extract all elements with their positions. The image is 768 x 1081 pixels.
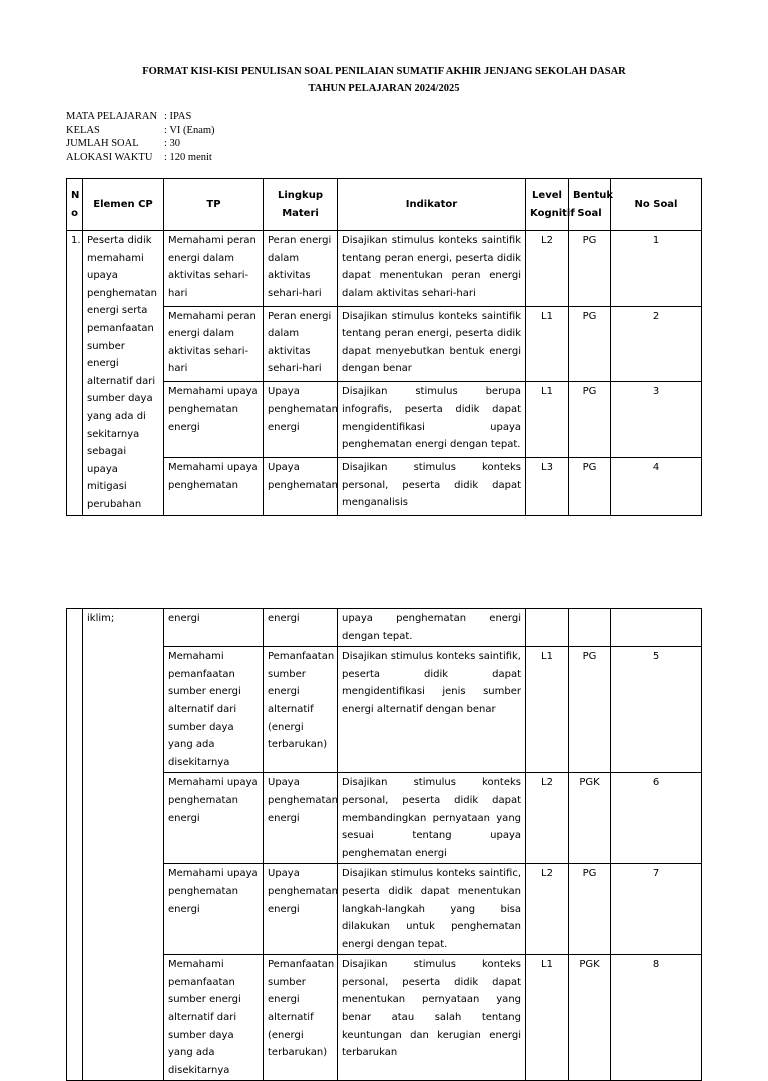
level-cell: L1 xyxy=(526,955,569,1081)
tp-cell: energi xyxy=(164,609,264,647)
elemen-cp-cell: Peserta didik memahami upaya penghematan energi serta pemanfaatan sumber energi alternatif dari sumber daya yang ada di sekitarnya sebagai upaya mitigasi perubahan xyxy=(83,231,164,516)
materi-cell: Upaya penghematan xyxy=(264,457,338,515)
bentuk-soal-cell: PG xyxy=(569,306,611,382)
header-lingkup-materi: Lingkup Materi xyxy=(264,179,338,231)
no-soal-cell: 8 xyxy=(611,955,702,1081)
indikator-cell: Disajikan stimulus konteks saintifik tentang peran energi, peserta didik dapat menyebutkan bentuk energi dengan benar xyxy=(338,306,526,382)
tp-cell: Memahami upaya penghematan energi xyxy=(164,864,264,955)
no-soal-cell: 3 xyxy=(611,382,702,458)
level-cell: L1 xyxy=(526,306,569,382)
header-no: N o xyxy=(67,179,83,231)
tp-cell: Memahami pemanfaatan sumber energi alternatif dari sumber daya yang ada disekitarnya xyxy=(164,647,264,773)
document-title: FORMAT KISI-KISI PENULISAN SOAL PENILAIAN SUMATIF AKHIR JENJANG SEKOLAH DASAR xyxy=(142,66,626,77)
meta-label: KELAS xyxy=(66,124,100,136)
indikator-cell: Disajikan stimulus konteks personal, peserta didik dapat menganalisis xyxy=(338,457,526,515)
meta-label: ALOKASI WAKTU xyxy=(66,151,153,163)
header-level-kognitif: Level Kognitif xyxy=(526,179,569,231)
bentuk-soal-cell: PG xyxy=(569,457,611,515)
row-number-empty xyxy=(67,609,83,1081)
meta-value: : 30 xyxy=(164,138,181,149)
tp-cell: Memahami upaya penghematan xyxy=(164,457,264,515)
bentuk-soal-cell: PG xyxy=(569,647,611,773)
meta-row-class xyxy=(66,124,215,138)
no-soal-cell: 4 xyxy=(611,457,702,515)
level-cell: L2 xyxy=(526,864,569,955)
bentuk-soal-cell: PG xyxy=(569,231,611,307)
school-year-title: TAHUN PELAJARAN 2024/2025 xyxy=(308,83,460,94)
blueprint-table-page1 xyxy=(66,178,702,516)
no-soal-cell: 1 xyxy=(611,231,702,307)
no-soal-cell: 7 xyxy=(611,864,702,955)
indikator-cell: upaya penghematan energi dengan tepat. xyxy=(338,609,526,647)
bentuk-soal-cell: PGK xyxy=(569,773,611,864)
meta-value: : 120 menit xyxy=(164,151,212,163)
header-no-soal: No Soal xyxy=(611,179,702,231)
header-tp: TP xyxy=(164,179,264,231)
materi-cell: Upaya penghematan energi xyxy=(264,864,338,955)
tp-cell: Memahami peran energi dalam aktivitas sehari-hari xyxy=(164,231,264,307)
indikator-cell: Disajikan stimulus konteks saintifik tentang peran energi, peserta didik dapat menentukan peran energi dalam aktivitas sehari-hari xyxy=(338,231,526,307)
level-cell: L1 xyxy=(526,382,569,458)
bentuk-soal-cell: PG xyxy=(569,864,611,955)
materi-cell: Pemanfaatan sumber energi alternatif (energi terbarukan) xyxy=(264,955,338,1081)
indikator-cell: Disajikan stimulus konteks saintifik, peserta didik dapat mengidentifikasi jenis sumber energi alternatif dengan benar xyxy=(338,647,526,773)
materi-cell: Peran energi dalam aktivitas sehari-hari xyxy=(264,231,338,307)
header-elemen-cp: Elemen CP xyxy=(83,179,164,231)
header-indikator: Indikator xyxy=(338,179,526,231)
materi-cell: Pemanfaatan sumber energi alternatif (energi terbarukan) xyxy=(264,647,338,773)
bentuk-soal-cell: PGK xyxy=(569,955,611,1081)
header-bentuk-soal: Bentuk Soal xyxy=(569,179,611,231)
elemen-cp-cell: iklim; xyxy=(83,609,164,1081)
indikator-cell: Disajikan stimulus konteks personal, peserta didik dapat menentukan pernyataan yang benar atau salah tentang keuntungan dan kerugian energi terbarukan xyxy=(338,955,526,1081)
level-cell: L2 xyxy=(526,773,569,864)
level-cell: L2 xyxy=(526,231,569,307)
subject-info xyxy=(66,110,215,164)
tp-cell: Memahami upaya penghematan energi xyxy=(164,773,264,864)
materi-cell: energi xyxy=(264,609,338,647)
meta-value: : VI (Enam) xyxy=(164,124,215,136)
no-soal-cell: 5 xyxy=(611,647,702,773)
tp-cell: Memahami upaya penghematan energi xyxy=(164,382,264,458)
blueprint-table-page2 xyxy=(66,608,702,1081)
meta-label: JUMLAH SOAL xyxy=(66,138,139,149)
row-number: 1. xyxy=(67,231,83,516)
materi-cell: Peran energi dalam aktivitas sehari-hari xyxy=(264,306,338,382)
meta-label: MATA PELAJARAN xyxy=(66,111,158,122)
table-row-continuation xyxy=(67,609,702,647)
bentuk-soal-cell: PG xyxy=(569,382,611,458)
meta-row-subject xyxy=(66,110,215,124)
bentuk-soal-cell xyxy=(569,609,611,647)
meta-value: : IPAS xyxy=(164,111,192,122)
no-soal-cell xyxy=(611,609,702,647)
meta-row-time xyxy=(66,151,215,165)
tp-cell: Memahami peran energi dalam aktivitas sehari-hari xyxy=(164,306,264,382)
level-cell: L1 xyxy=(526,647,569,773)
table-row xyxy=(67,231,702,307)
indikator-cell: Disajikan stimulus konteks saintific, peserta didik dapat menentukan langkah-langkah yang bisa dilakukan untuk penghematan energi dengan tepat. xyxy=(338,864,526,955)
no-soal-cell: 6 xyxy=(611,773,702,864)
indikator-cell: Disajikan stimulus konteks personal, peserta didik dapat membandingkan pernyataan yang sesuai tentang upaya penghematan energi xyxy=(338,773,526,864)
no-soal-cell: 2 xyxy=(611,306,702,382)
indikator-cell: Disajikan stimulus berupa infografis, peserta didik dapat mengidentifikasi upaya penghematan energi dengan tepat. xyxy=(338,382,526,458)
materi-cell: Upaya penghematan energi xyxy=(264,773,338,864)
table-header-row xyxy=(67,179,702,231)
tp-cell: Memahami pemanfaatan sumber energi alternatif dari sumber daya yang ada disekitarnya xyxy=(164,955,264,1081)
level-cell xyxy=(526,609,569,647)
materi-cell: Upaya penghematan energi xyxy=(264,382,338,458)
meta-row-question-count xyxy=(66,137,215,151)
level-cell: L3 xyxy=(526,457,569,515)
